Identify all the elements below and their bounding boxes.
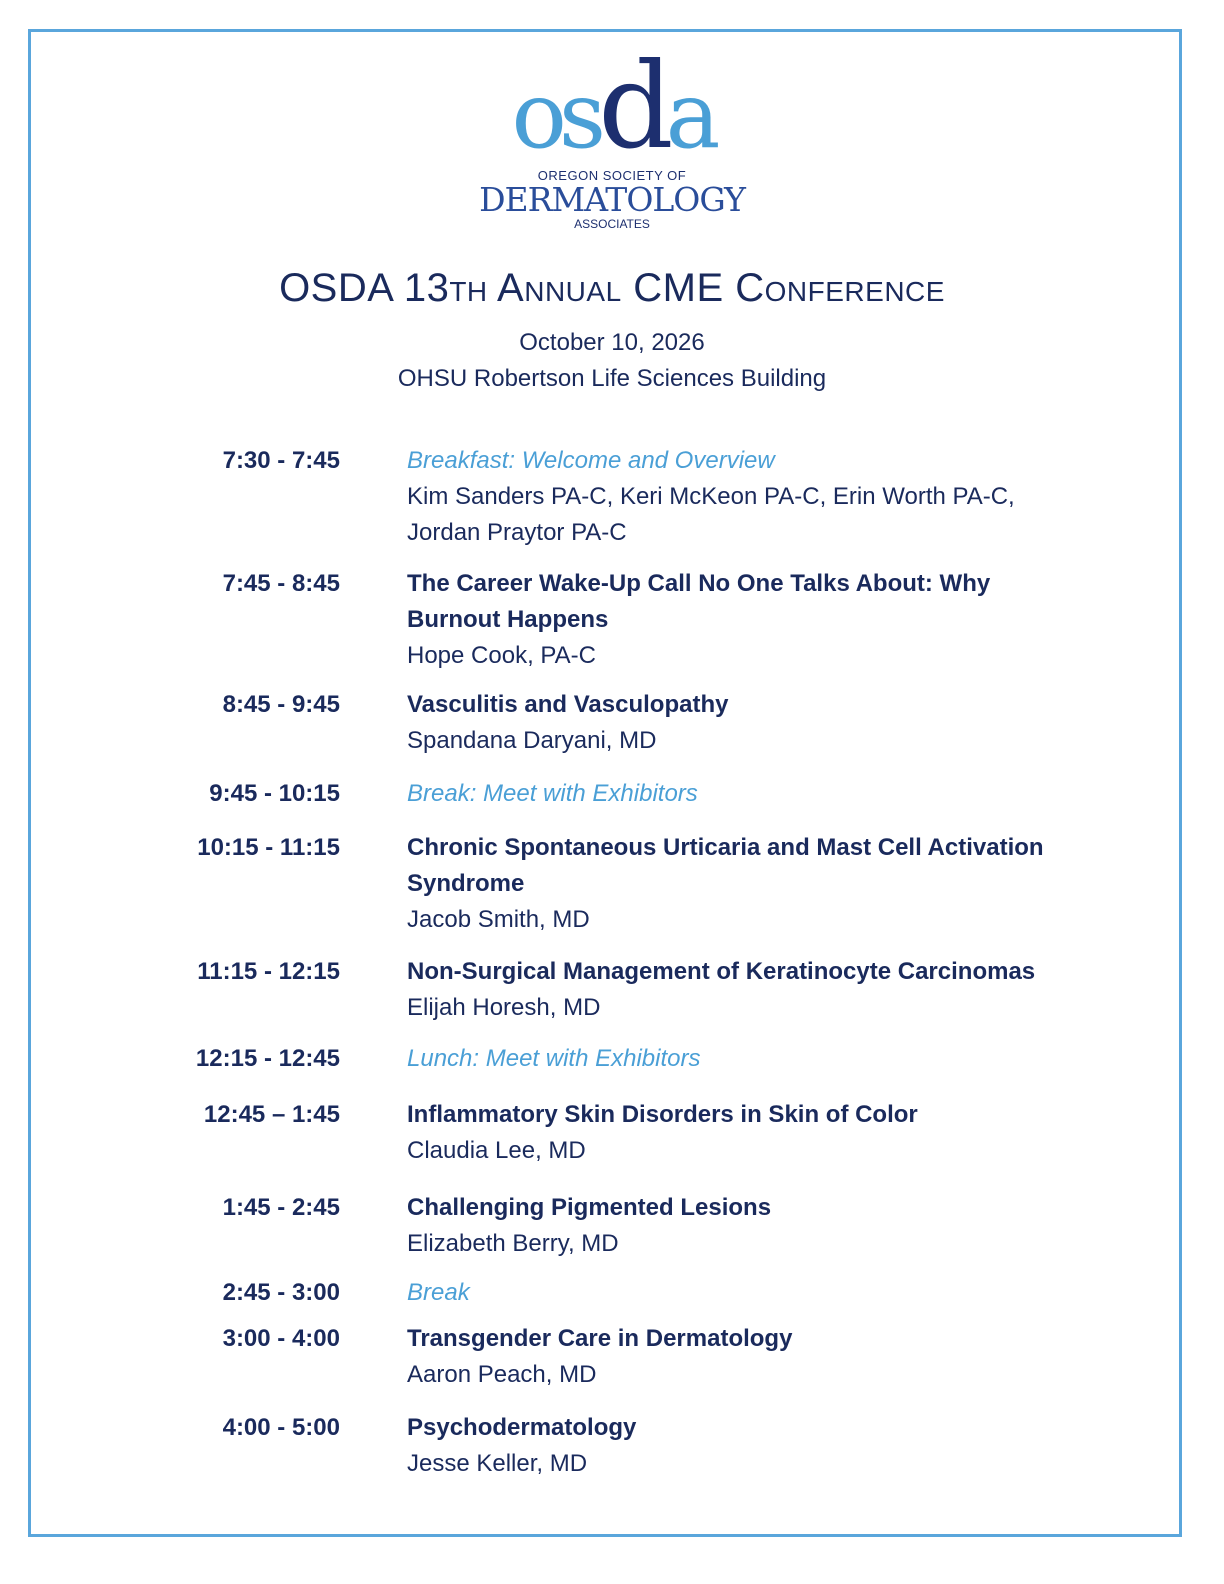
logo-mark-os: os <box>511 62 599 169</box>
page-title: OSDA 13th Annual CME Conference <box>279 266 945 310</box>
agenda-time: 4:00 - 5:00 <box>222 1414 340 1441</box>
agenda-session-title: Chronic Spontaneous Urticaria and Mast Cell Activation <box>407 834 1044 861</box>
agenda-speaker: Jesse Keller, MD <box>407 1450 588 1477</box>
logo-line-1: OREGON SOCIETY OF <box>537 168 687 183</box>
agenda-time: 8:45 - 9:45 <box>222 691 340 718</box>
logo-line-2: DERMATOLOGY <box>479 180 745 219</box>
agenda-time: 10:15 - 11:15 <box>197 834 340 861</box>
agenda-time: 1:45 - 2:45 <box>222 1194 340 1221</box>
agenda-speaker: Jacob Smith, MD <box>407 906 590 933</box>
agenda-session-title: Inflammatory Skin Disorders in Skin of Color <box>407 1101 918 1128</box>
agenda-session-title: Syndrome <box>407 870 525 897</box>
agenda-time: 12:45 – 1:45 <box>203 1101 340 1128</box>
logo-mark <box>0 37 1224 175</box>
agenda-session-title: Challenging Pigmented Lesions <box>407 1194 772 1221</box>
agenda-break-title: Break <box>407 1279 470 1306</box>
agenda-time: 7:30 - 7:45 <box>222 447 340 474</box>
agenda-session-title: Burnout Happens <box>407 606 609 633</box>
agenda-session-title: Transgender Care in Dermatology <box>407 1325 793 1352</box>
agenda-break-title: Break: Meet with Exhibitors <box>407 780 698 807</box>
logo-line-3: ASSOCIATES <box>574 217 650 231</box>
agenda-speaker: Elizabeth Berry, MD <box>407 1230 619 1257</box>
agenda-speaker: Spandana Daryani, MD <box>407 727 657 754</box>
agenda-time: 11:15 - 12:15 <box>197 958 340 985</box>
agenda-time: 9:45 - 10:15 <box>209 780 340 807</box>
agenda-speaker: Jordan Praytor PA-C <box>407 519 627 546</box>
agenda-session-title: Psychodermatology <box>407 1414 637 1441</box>
agenda-speaker: Aaron Peach, MD <box>407 1361 597 1388</box>
agenda-speaker: Claudia Lee, MD <box>407 1137 586 1164</box>
osda-logo <box>0 37 1224 231</box>
agenda-speaker: Elijah Horesh, MD <box>407 994 601 1021</box>
agenda-time: 12:15 - 12:45 <box>195 1045 340 1072</box>
agenda-break-title: Lunch: Meet with Exhibitors <box>407 1045 701 1072</box>
agenda-speaker: Kim Sanders PA-C, Keri McKeon PA-C, Erin Worth PA-C, <box>407 483 1015 510</box>
agenda-time: 7:45 - 8:45 <box>222 570 340 597</box>
agenda-session-title: Vasculitis and Vasculopathy <box>407 691 729 718</box>
agenda-time: 2:45 - 3:00 <box>222 1279 340 1306</box>
agenda-session-title: The Career Wake-Up Call No One Talks About: Why <box>407 570 991 597</box>
agenda-break-title: Breakfast: Welcome and Overview <box>407 447 775 474</box>
logo-mark-d: d <box>598 37 666 175</box>
agenda-session-title: Non-Surgical Management of Keratinocyte Carcinomas <box>407 958 1036 985</box>
event-date: October 10, 2026 <box>519 329 705 356</box>
agenda-speaker: Hope Cook, PA-C <box>407 642 596 669</box>
agenda-time: 3:00 - 4:00 <box>222 1325 340 1352</box>
logo-mark-a: a <box>665 62 713 169</box>
event-venue: OHSU Robertson Life Sciences Building <box>397 365 827 392</box>
